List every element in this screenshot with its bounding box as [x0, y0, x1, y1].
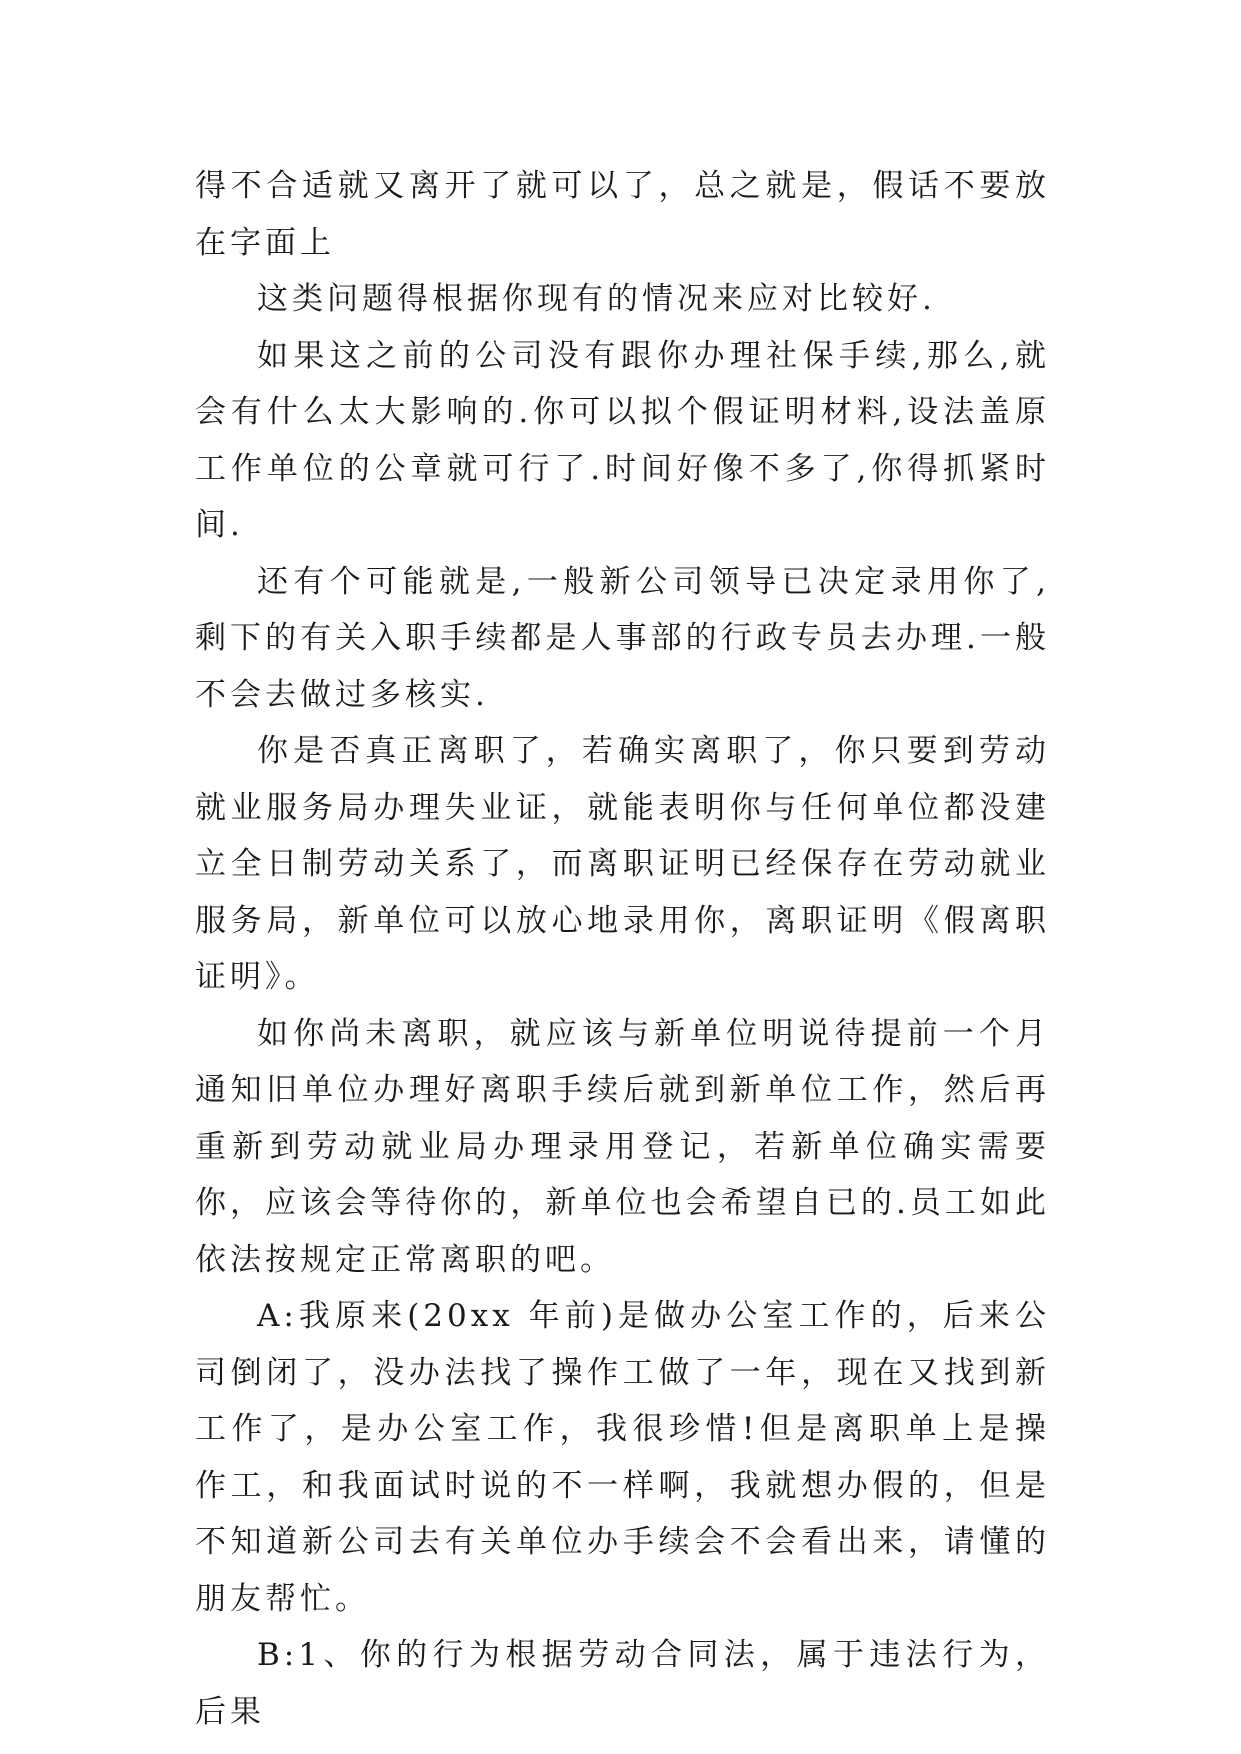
- paragraph: 还有个可能就是,一般新公司领导已决定录用你了,剩下的有关入职手续都是人事部的行政专员去办理.一般不会去做过多核实.: [195, 563, 1050, 713]
- paragraph: 你是否真正离职了，若确实离职了，你只要到劳动就业服务局办理失业证，就能表明你与任何单位都没建立全日制劳动关系了，而离职证明已经保存在劳动就业服务局，新单位可以放心地录用你，离职证明《假离职证明》。: [195, 733, 1050, 995]
- paragraph: A:我原来(20xx 年前)是做办公室工作的，后来公司倒闭了，没办法找了操作工做了一年，现在又找到新工作了，是办公室工作，我很珍惜!但是离职单上是操作工，和我面试时说的不一样啊，我就想办假的，但是不知道新公司去有关单位办手续会不会看出来，请懂的朋友帮忙。: [195, 1298, 1050, 1617]
- paragraph: 这类问题得根据你现有的情况来应对比较好.: [257, 281, 936, 317]
- paragraph: 如你尚未离职，就应该与新单位明说待提前一个月通知旧单位办理好离职手续后就到新单位工作，然后再重新到劳动就业局办理录用登记，若新单位确实需要你，应该会等待你的，新单位也会希望自已的.员工如此依法按规定正常离职的吧。: [195, 1015, 1050, 1278]
- paragraph: 得不合适就又离开了就可以了，总之就是，假话不要放在字面上: [195, 168, 1050, 261]
- paragraph: B:1、你的行为根据劳动合同法，属于违法行为，后果: [195, 1637, 1050, 1730]
- document-body: [195, 158, 1050, 1740]
- paragraph: 如果这之前的公司没有跟你办理社保手续,那么,就会有什么太大影响的.你可以拟个假证明材料,设法盖原工作单位的公章就可行了.时间好像不多了,你得抓紧时间.: [195, 337, 1050, 543]
